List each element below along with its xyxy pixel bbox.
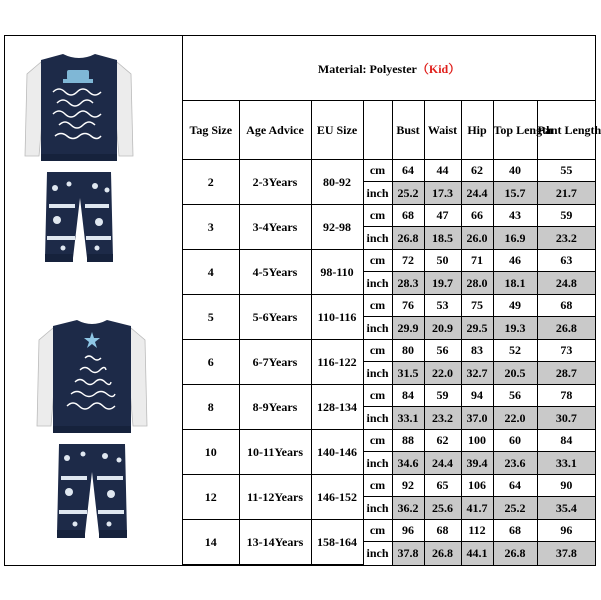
bust-inch-cell: 26.8 xyxy=(392,227,424,250)
bust-inch-cell: 28.3 xyxy=(392,272,424,295)
pant-length-cm-cell: 73 xyxy=(537,340,595,362)
eu-size-cell: 98-110 xyxy=(311,250,363,295)
top-length-cm-cell: 49 xyxy=(493,295,537,317)
unit-inch-cell: inch xyxy=(363,452,392,475)
waist-cm-cell: 65 xyxy=(424,475,461,497)
unit-cm-cell: cm xyxy=(363,250,392,272)
eu-size-cell: 140-146 xyxy=(311,430,363,475)
eu-size-cell: 116-122 xyxy=(311,340,363,385)
header-eu-size: EU Size xyxy=(311,101,363,160)
unit-cm-cell: cm xyxy=(363,160,392,182)
pant-length-inch-cell: 37.8 xyxy=(537,542,595,565)
waist-inch-cell: 22.0 xyxy=(424,362,461,385)
kid-label: （Kid） xyxy=(416,61,461,76)
top-length-cm-cell: 60 xyxy=(493,430,537,452)
waist-cm-cell: 53 xyxy=(424,295,461,317)
hip-cm-cell: 75 xyxy=(461,295,493,317)
table-row-cm xyxy=(183,295,595,317)
header-top-length: Top Length xyxy=(493,101,537,160)
top-length-inch-cell: 18.1 xyxy=(493,272,537,295)
hip-cm-cell: 100 xyxy=(461,430,493,452)
pant-length-cm-cell: 84 xyxy=(537,430,595,452)
tag-size-cell: 6 xyxy=(183,340,239,385)
waist-cm-cell: 62 xyxy=(424,430,461,452)
top-length-inch-cell: 16.9 xyxy=(493,227,537,250)
bust-inch-cell: 31.5 xyxy=(392,362,424,385)
pant-length-cm-cell: 55 xyxy=(537,160,595,182)
waist-inch-cell: 23.2 xyxy=(424,407,461,430)
top-length-inch-cell: 23.6 xyxy=(493,452,537,475)
unit-cm-cell: cm xyxy=(363,205,392,227)
top-length-inch-cell: 19.3 xyxy=(493,317,537,340)
tag-size-cell: 2 xyxy=(183,160,239,205)
top-length-inch-cell: 15.7 xyxy=(493,182,537,205)
top-length-inch-cell: 20.5 xyxy=(493,362,537,385)
table-row-cm xyxy=(183,160,595,182)
pant-length-cm-cell: 96 xyxy=(537,520,595,542)
waist-inch-cell: 20.9 xyxy=(424,317,461,340)
pant-length-cm-cell: 63 xyxy=(537,250,595,272)
top-length-cm-cell: 52 xyxy=(493,340,537,362)
size-table xyxy=(183,36,601,565)
pant-length-inch-cell: 21.7 xyxy=(537,182,595,205)
pant-length-cm-cell: 68 xyxy=(537,295,595,317)
waist-cm-cell: 50 xyxy=(424,250,461,272)
bust-cm-cell: 96 xyxy=(392,520,424,542)
header-bust: Bust xyxy=(392,101,424,160)
age-advice-cell: 4-5Years xyxy=(239,250,311,295)
unit-inch-cell: inch xyxy=(363,407,392,430)
header-tag-size: Tag Size xyxy=(183,101,239,160)
tag-size-cell: 10 xyxy=(183,430,239,475)
waist-inch-cell: 26.8 xyxy=(424,542,461,565)
hip-inch-cell: 32.7 xyxy=(461,362,493,385)
hip-cm-cell: 71 xyxy=(461,250,493,272)
waist-inch-cell: 25.6 xyxy=(424,497,461,520)
unit-cm-cell: cm xyxy=(363,385,392,407)
tag-size-cell: 8 xyxy=(183,385,239,430)
hip-cm-cell: 106 xyxy=(461,475,493,497)
hip-inch-cell: 29.5 xyxy=(461,317,493,340)
unit-inch-cell: inch xyxy=(363,362,392,385)
top-length-cm-cell: 43 xyxy=(493,205,537,227)
hip-cm-cell: 112 xyxy=(461,520,493,542)
tag-size-cell: 5 xyxy=(183,295,239,340)
age-advice-cell: 13-14Years xyxy=(239,520,311,565)
bust-cm-cell: 92 xyxy=(392,475,424,497)
pant-length-cm-cell: 78 xyxy=(537,385,595,407)
waist-cm-cell: 56 xyxy=(424,340,461,362)
eu-size-cell: 92-98 xyxy=(311,205,363,250)
top-length-inch-cell: 25.2 xyxy=(493,497,537,520)
age-advice-cell: 3-4Years xyxy=(239,205,311,250)
header-hip: Hip xyxy=(461,101,493,160)
bust-cm-cell: 84 xyxy=(392,385,424,407)
age-advice-cell: 5-6Years xyxy=(239,295,311,340)
age-advice-cell: 2-3Years xyxy=(239,160,311,205)
eu-size-cell: 80-92 xyxy=(311,160,363,205)
hip-cm-cell: 94 xyxy=(461,385,493,407)
header-row xyxy=(183,101,595,160)
table-row-cm xyxy=(183,385,595,407)
header-pant-length: Pant Length xyxy=(537,101,595,160)
top-length-inch-cell: 26.8 xyxy=(493,542,537,565)
pant-length-inch-cell: 33.1 xyxy=(537,452,595,475)
bust-inch-cell: 37.8 xyxy=(392,542,424,565)
unit-inch-cell: inch xyxy=(363,542,392,565)
size-chart-frame xyxy=(4,35,601,566)
bust-inch-cell: 29.9 xyxy=(392,317,424,340)
waist-cm-cell: 47 xyxy=(424,205,461,227)
waist-inch-cell: 24.4 xyxy=(424,452,461,475)
age-advice-cell: 11-12Years xyxy=(239,475,311,520)
hip-cm-cell: 62 xyxy=(461,160,493,182)
tag-size-cell: 4 xyxy=(183,250,239,295)
tag-size-cell: 14 xyxy=(183,520,239,565)
bust-cm-cell: 80 xyxy=(392,340,424,362)
pajama-set-snowman-icon xyxy=(23,48,135,280)
unit-inch-cell: inch xyxy=(363,497,392,520)
pajama-set-tree-icon xyxy=(33,314,151,554)
pant-length-cm-cell: 59 xyxy=(537,205,595,227)
unit-cm-cell: cm xyxy=(363,295,392,317)
top-length-cm-cell: 64 xyxy=(493,475,537,497)
table-row-cm xyxy=(183,340,595,362)
table-row-cm xyxy=(183,430,595,452)
eu-size-cell: 158-164 xyxy=(311,520,363,565)
unit-inch-cell: inch xyxy=(363,317,392,340)
table-row-cm xyxy=(183,250,595,272)
bust-cm-cell: 72 xyxy=(392,250,424,272)
eu-size-cell: 110-116 xyxy=(311,295,363,340)
pant-length-inch-cell: 23.2 xyxy=(537,227,595,250)
unit-inch-cell: inch xyxy=(363,182,392,205)
waist-cm-cell: 59 xyxy=(424,385,461,407)
top-length-cm-cell: 46 xyxy=(493,250,537,272)
bust-inch-cell: 25.2 xyxy=(392,182,424,205)
bust-inch-cell: 36.2 xyxy=(392,497,424,520)
bust-cm-cell: 64 xyxy=(392,160,424,182)
waist-inch-cell: 19.7 xyxy=(424,272,461,295)
pant-length-inch-cell: 24.8 xyxy=(537,272,595,295)
unit-inch-cell: inch xyxy=(363,227,392,250)
size-rows xyxy=(183,160,595,565)
bust-cm-cell: 76 xyxy=(392,295,424,317)
age-advice-cell: 8-9Years xyxy=(239,385,311,430)
eu-size-cell: 128-134 xyxy=(311,385,363,430)
waist-inch-cell: 18.5 xyxy=(424,227,461,250)
header-unit xyxy=(363,101,392,160)
hip-inch-cell: 37.0 xyxy=(461,407,493,430)
hip-inch-cell: 24.4 xyxy=(461,182,493,205)
pant-length-inch-cell: 28.7 xyxy=(537,362,595,385)
bust-cm-cell: 88 xyxy=(392,430,424,452)
tag-size-cell: 3 xyxy=(183,205,239,250)
hip-inch-cell: 41.7 xyxy=(461,497,493,520)
bust-cm-cell: 68 xyxy=(392,205,424,227)
unit-cm-cell: cm xyxy=(363,520,392,542)
top-length-cm-cell: 40 xyxy=(493,160,537,182)
hip-inch-cell: 28.0 xyxy=(461,272,493,295)
hip-inch-cell: 44.1 xyxy=(461,542,493,565)
tag-size-cell: 12 xyxy=(183,475,239,520)
header-waist: Waist xyxy=(424,101,461,160)
top-length-inch-cell: 22.0 xyxy=(493,407,537,430)
unit-cm-cell: cm xyxy=(363,475,392,497)
bust-inch-cell: 33.1 xyxy=(392,407,424,430)
age-advice-cell: 10-11Years xyxy=(239,430,311,475)
product-images xyxy=(5,36,183,565)
bust-inch-cell: 34.6 xyxy=(392,452,424,475)
eu-size-cell: 146-152 xyxy=(311,475,363,520)
age-advice-cell: 6-7Years xyxy=(239,340,311,385)
hip-cm-cell: 66 xyxy=(461,205,493,227)
table-row-cm xyxy=(183,475,595,497)
material-label: Material: Polyester xyxy=(317,61,417,76)
hip-cm-cell: 83 xyxy=(461,340,493,362)
waist-cm-cell: 44 xyxy=(424,160,461,182)
pant-length-inch-cell: 35.4 xyxy=(537,497,595,520)
pant-length-inch-cell: 30.7 xyxy=(537,407,595,430)
pant-length-cm-cell: 90 xyxy=(537,475,595,497)
table-row-cm xyxy=(183,205,595,227)
top-length-cm-cell: 68 xyxy=(493,520,537,542)
pant-length-inch-cell: 26.8 xyxy=(537,317,595,340)
top-length-cm-cell: 56 xyxy=(493,385,537,407)
table-title xyxy=(183,36,595,101)
waist-inch-cell: 17.3 xyxy=(424,182,461,205)
unit-cm-cell: cm xyxy=(363,340,392,362)
table-row-cm xyxy=(183,520,595,542)
waist-cm-cell: 68 xyxy=(424,520,461,542)
header-age-advice: Age Advice xyxy=(239,101,311,160)
unit-cm-cell: cm xyxy=(363,430,392,452)
hip-inch-cell: 39.4 xyxy=(461,452,493,475)
hip-inch-cell: 26.0 xyxy=(461,227,493,250)
unit-inch-cell: inch xyxy=(363,272,392,295)
